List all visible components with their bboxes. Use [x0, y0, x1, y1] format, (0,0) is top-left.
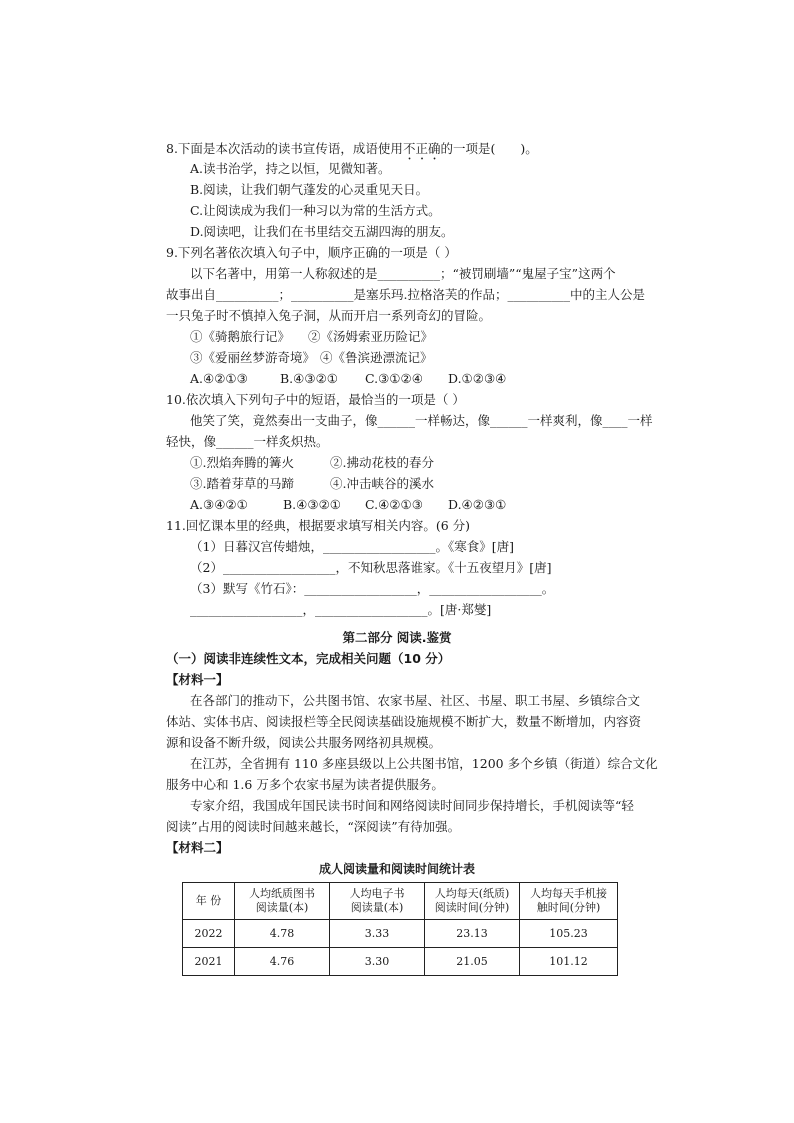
- col-header-paper-books: [235, 883, 330, 920]
- table-row: [183, 920, 618, 948]
- q10-option-d: D.④②③①: [448, 497, 507, 512]
- q10-text-line2: 轻快，像______一样炙炽热。: [166, 434, 329, 449]
- table-cell: 2021: [183, 948, 235, 976]
- q10-phrase-2: ②.拂动花枝的春分: [330, 455, 434, 470]
- table-header-row: [183, 883, 618, 920]
- header-text: 阅读量(本): [255, 901, 309, 914]
- col-header-phone-time: [520, 883, 618, 920]
- material1-p2-line1: 在江苏，全省拥有 110 多座县级以上公共图书馆，1200 多个乡镇（街道）综合文化: [190, 756, 658, 771]
- q10-phrase-4: ④.冲击峡谷的溪水: [330, 476, 434, 491]
- col-header-paper-time: [425, 883, 520, 920]
- col-header-year: [183, 883, 235, 920]
- q9-text-line2: 故事出自__________；__________是塞乐玛.拉格洛芙的作品；__________中的主人公是: [166, 287, 645, 302]
- q9-book-4: ④《鲁滨逊漂流记》: [320, 350, 433, 365]
- table-cell: 4.76: [235, 948, 330, 976]
- table-cell: 3.30: [330, 948, 425, 976]
- q9-stem: 9.下列名著依次填入句子中，顺序正确的一项是（ ）: [166, 245, 457, 260]
- table-cell: 23.13: [425, 920, 520, 948]
- q9-option-a: A.④②①③: [190, 371, 248, 386]
- q9-option-d: D.①②③④: [448, 371, 507, 386]
- q11-item-1: （1）日暮汉宫传蜡烛，__________________。《寒食》[唐]: [190, 539, 514, 554]
- material1-p3-line2: 阅读”占用的阅读时间越来越长，“深阅读”有待加强。: [166, 819, 461, 834]
- q9-text-line3: 一只兔子时不慎掉入兔子洞，从而开启一系列奇幻的冒险。: [166, 308, 492, 323]
- reading-stats-table: [182, 882, 618, 976]
- q11-item-2: （2）__________________，不知秋思落谁家。《十五夜望月》[唐]: [190, 560, 552, 575]
- header-text: 年 份: [195, 894, 222, 908]
- q9-option-b: B.④③②①: [280, 371, 338, 386]
- table-cell: 3.33: [330, 920, 425, 948]
- part2-title: 第二部分 阅读.鉴赏: [342, 630, 452, 645]
- table-row: [183, 948, 618, 976]
- table-cell: 2022: [183, 920, 235, 948]
- material1-label: 【材料一】: [166, 672, 229, 687]
- material1-p2-line2: 服务中心和 1.6 万多个农家书屋为读者提供服务。: [166, 777, 444, 792]
- q10-option-c: C.④②①③: [365, 497, 423, 512]
- q9-text-line1: 以下名著中，用第一人称叙述的是__________；“被罚刷墙”“鬼屋子宝”这两个: [190, 266, 616, 281]
- header-text: 人均纸质图书: [249, 887, 315, 901]
- q9-option-c: C.③①②④: [365, 371, 423, 386]
- material1-p1-line1: 在各部门的推动下，公共图书馆、农家书屋、社区、书屋、职工书屋、乡镇综合文: [190, 693, 641, 708]
- section1-heading: （一）阅读非连续性文本，完成相关问题（10 分）: [166, 651, 451, 666]
- q11-item-3: （3）默写《竹石》：__________________，__________________。: [190, 581, 555, 596]
- q11-stem: 11.回忆课本里的经典，根据要求填写相关内容。(6 分): [166, 518, 471, 533]
- material2-label: 【材料二】: [166, 840, 229, 855]
- q10-option-b: B.④③②①: [283, 497, 341, 512]
- q10-phrase-1: ①.烈焰奔腾的篝火: [190, 455, 294, 470]
- table-cell: 4.78: [235, 920, 330, 948]
- table-cell: 21.05: [425, 948, 520, 976]
- q10-phrase-3: ③.踏着芽草的马蹄: [190, 476, 294, 491]
- header-text: 人均每天手机接: [530, 887, 607, 901]
- q8-option-b: B.阅读，让我们朝气蓬发的心灵重见天日。: [190, 182, 429, 197]
- table-title: 成人阅读量和阅读时间统计表: [318, 862, 475, 876]
- q9-book-3: ③《爱丽丝梦游奇境》: [190, 350, 316, 365]
- q11-item-4: __________________，__________________。[唐·郑燮]: [190, 602, 492, 617]
- q10-option-a: A.③④②①: [190, 497, 248, 512]
- material1-p1-line3: 源和设备不断升级，阅读公共服务网络初具规模。: [166, 735, 442, 750]
- table-cell: 105.23: [520, 920, 618, 948]
- q10-text-line1: 他笑了笑，竟然奏出一支曲子，像______一样畅达，像______一样爽利，像____一样: [190, 413, 653, 428]
- q10-stem: 10.依次填入下列句子中的短语，最恰当的一项是（ ）: [166, 392, 465, 407]
- header-text: 人均电子书: [349, 887, 405, 901]
- q9-book-1: ①《骑鹅旅行记》: [190, 329, 291, 344]
- header-text: 触时间(分钟): [536, 901, 601, 914]
- q8-option-d: D.阅读吧，让我们在书里结交五湖四海的朋友。: [190, 224, 454, 239]
- header-text: 阅读时间(分钟): [434, 901, 510, 914]
- q8-stem: 8.下面是本次活动的读书宣传语，成语使用不正确的一项是( )。: [166, 141, 538, 156]
- q8-option-a: A.读书治学，持之以恒，见微知著。: [190, 161, 391, 176]
- table-cell: 101.12: [520, 948, 618, 976]
- q8-option-c: C.让阅读成为我们一种习以为常的生活方式。: [190, 203, 441, 218]
- header-text: 人均每天(纸质): [434, 887, 510, 901]
- q9-book-2: ②《汤姆索亚历险记》: [308, 329, 434, 344]
- header-text: 阅读量(本): [350, 901, 404, 914]
- material1-p3-line1: 专家介绍，我国成年国民读书时间和网络阅读时间同步保持增长，手机阅读等“轻: [190, 798, 634, 813]
- material1-p1-line2: 体站、实体书店、阅读报栏等全民阅读基础设施规模不断扩大，数量不断增加，内容资: [166, 714, 642, 729]
- col-header-ebooks: [330, 883, 425, 920]
